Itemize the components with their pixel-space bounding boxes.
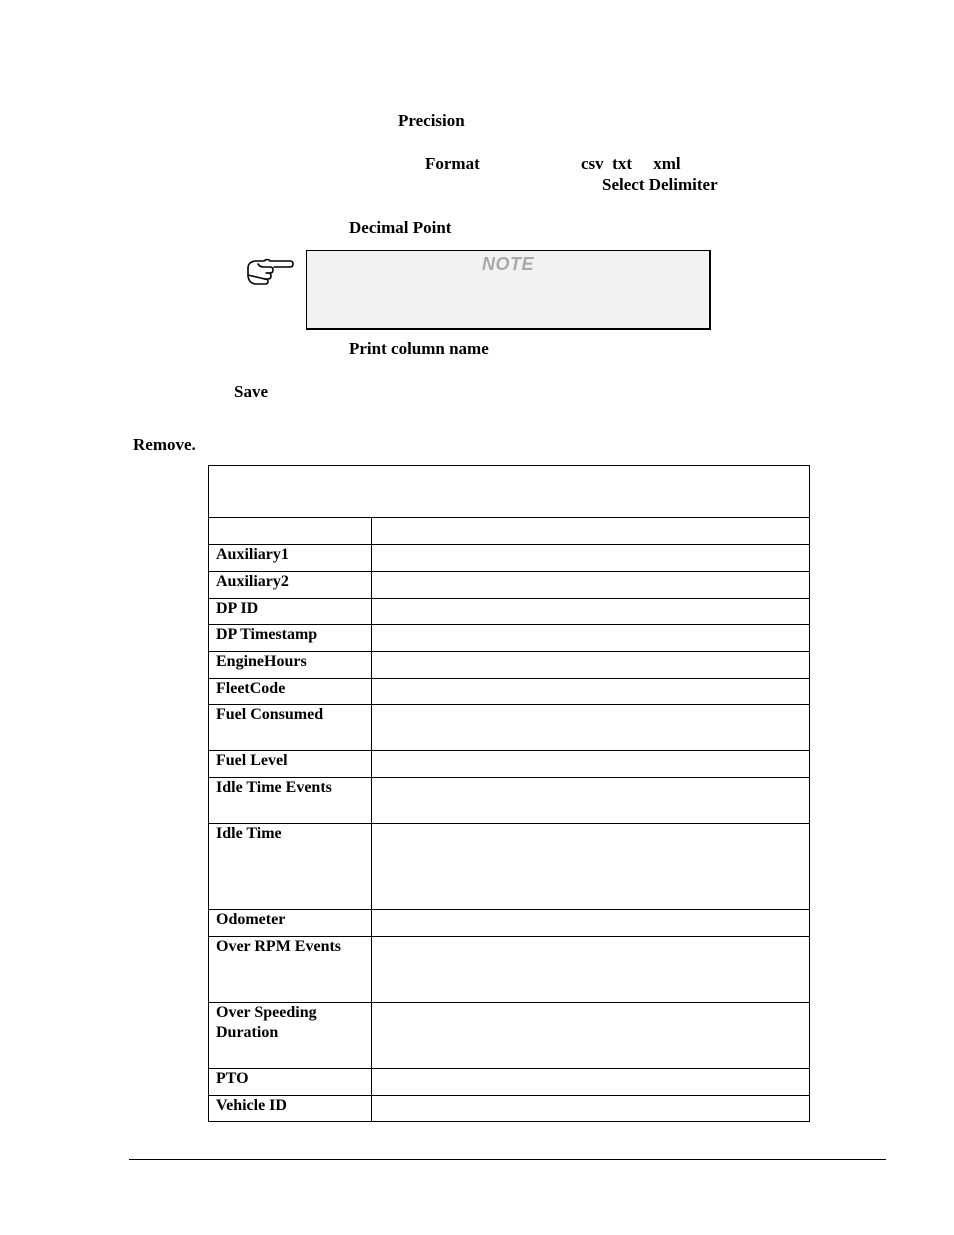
field-description	[372, 1096, 810, 1122]
field-description	[372, 572, 810, 599]
table-row	[209, 910, 810, 937]
note-title: NOTE	[481, 254, 534, 274]
field-description	[372, 545, 810, 572]
field-name: EngineHours	[209, 652, 372, 679]
format-options: csv txt xml	[581, 154, 681, 173]
footer-divider	[129, 1159, 886, 1160]
table-row	[209, 1003, 810, 1069]
table-row	[209, 751, 810, 778]
save-label: Save	[234, 382, 268, 401]
table-title-row	[209, 466, 810, 518]
select-delimiter-label: Select Delimiter	[602, 175, 718, 194]
field-name: Auxiliary1	[209, 545, 372, 572]
field-description	[372, 910, 810, 937]
field-description	[372, 778, 810, 824]
table-row	[209, 625, 810, 652]
table-row	[209, 937, 810, 1003]
field-description	[372, 937, 810, 1003]
field-description	[372, 751, 810, 778]
table-row	[209, 679, 810, 705]
field-name: DP ID	[209, 599, 372, 625]
precision-label: Precision	[398, 111, 465, 130]
field-name: PTO	[209, 1069, 372, 1096]
table-title-cell	[209, 466, 810, 518]
table-row	[209, 1069, 810, 1096]
table-row	[209, 705, 810, 751]
table-row	[209, 652, 810, 679]
field-name: Odometer	[209, 910, 372, 937]
field-name: Fuel Level	[209, 751, 372, 778]
field-description	[372, 599, 810, 625]
pointing-hand-icon	[244, 254, 294, 286]
field-name: Vehicle ID	[209, 1096, 372, 1122]
table-row	[209, 824, 810, 910]
remove-label: Remove.	[133, 435, 196, 454]
table-header-cell	[372, 518, 810, 545]
table-header-row	[209, 518, 810, 545]
field-description	[372, 1003, 810, 1069]
table-row	[209, 572, 810, 599]
table-row	[209, 1096, 810, 1122]
field-name: Fuel Consumed	[209, 705, 372, 751]
print-column-name-label: Print column name	[349, 339, 489, 358]
field-description	[372, 679, 810, 705]
format-label: Format	[425, 154, 480, 173]
field-description	[372, 1069, 810, 1096]
field-description	[372, 705, 810, 751]
field-name: DP Timestamp	[209, 625, 372, 652]
field-name: Over Speeding Duration	[209, 1003, 372, 1069]
note-box	[306, 250, 711, 330]
field-name: Idle Time	[209, 824, 372, 910]
field-name: Auxiliary2	[209, 572, 372, 599]
table-header-cell	[209, 518, 372, 545]
field-description	[372, 652, 810, 679]
table-row	[209, 545, 810, 572]
table-row	[209, 778, 810, 824]
field-description	[372, 625, 810, 652]
field-description	[372, 824, 810, 910]
table-row	[209, 599, 810, 625]
field-name: Over RPM Events	[209, 937, 372, 1003]
decimal-point-label: Decimal Point	[349, 218, 452, 237]
field-name: FleetCode	[209, 679, 372, 705]
field-name: Idle Time Events	[209, 778, 372, 824]
fields-table	[208, 465, 810, 1122]
